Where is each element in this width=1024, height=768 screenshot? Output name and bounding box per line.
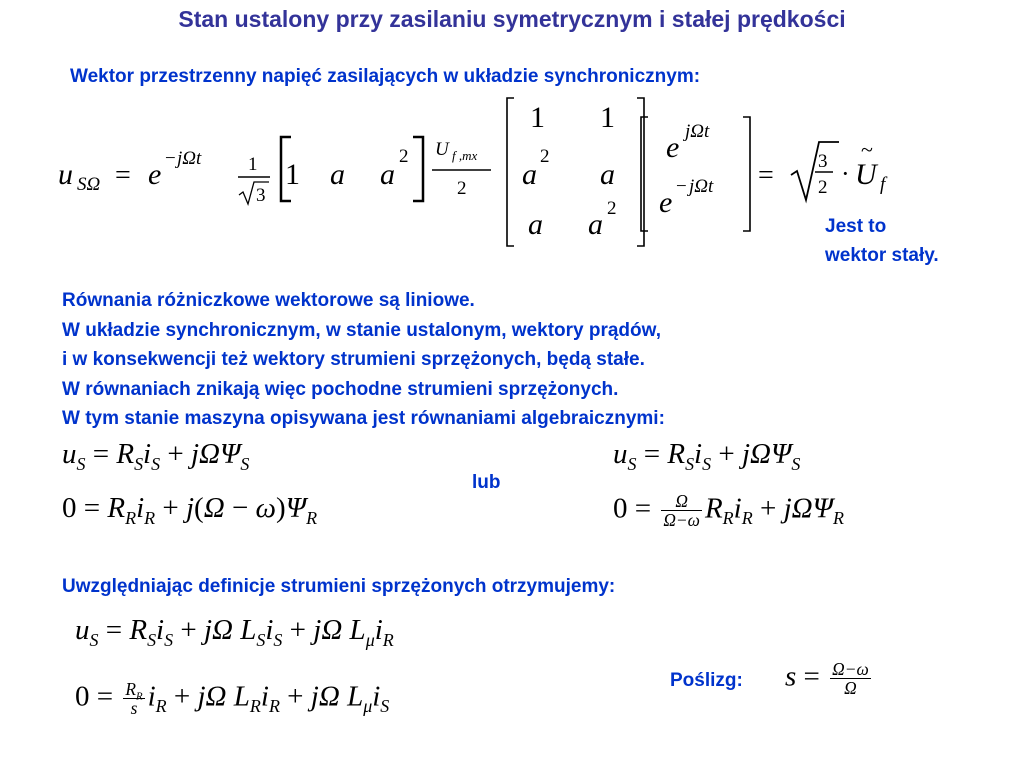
svg-text:1: 1 — [530, 101, 545, 134]
svg-text:a: a — [330, 158, 345, 191]
svg-text:SΩ: SΩ — [77, 174, 101, 195]
svg-text:e: e — [666, 131, 680, 164]
rotor-equation-right: 0 = $\frac{\Omega}{\Omega-\omega}$ $R_Ri_R + j\Omega\Psi_R$ — [613, 491, 844, 531]
svg-text:3: 3 — [818, 151, 828, 172]
svg-text:=: = — [758, 160, 774, 191]
explanation-paragraph: Równania różniczkowe wektorowe są liniowe. W układzie synchronicznym, w stanie ustalonym, wektory prądów, i w konsekwencji też wektory strumieni sprzężonych, będą stałe. W równaniach znikają więc pochodne strumieni sprzężonych. W tym stanie maszyna opisywana jest równaniami algebraicznymi: — [62, 290, 665, 429]
subtitle: Wektor przestrzenny napięć zasilających w układzie synchronicznym: — [70, 66, 701, 87]
slip-formula: s = $\frac{\Omega-\omega}{\Omega}$ — [785, 659, 869, 699]
stator-equation-expanded: $u_S = R_Si_S + j\Omega$ $L_Si_S + j\Omega$ $L_\mu i_R$ — [75, 614, 394, 650]
svg-text:jΩt: jΩt — [689, 176, 714, 197]
svg-text:3: 3 — [256, 185, 266, 206]
svg-text:a: a — [380, 158, 395, 191]
svg-text:jΩt: jΩt — [177, 148, 202, 169]
rotor-equation-left: $0 = R_Ri_R + j(\Omega - \omega)\Psi_R$ — [62, 492, 318, 528]
svg-text:2: 2 — [607, 198, 617, 219]
slide-title: Stan ustalony przy zasilaniu symetrycznym i stałej prędkości — [178, 6, 846, 32]
svg-text:·: · — [841, 159, 850, 188]
stator-equation-left: $u_S = R_Si_S + j\Omega\Psi_S$ — [62, 438, 250, 474]
svg-text:a: a — [522, 158, 537, 191]
svg-text:2: 2 — [399, 146, 409, 167]
svg-text:e: e — [659, 186, 673, 219]
svg-text:~: ~ — [861, 137, 873, 162]
svg-text:f ,mx: f ,mx — [452, 148, 478, 163]
svg-text:1: 1 — [285, 158, 300, 191]
svg-text:u: u — [58, 158, 73, 191]
svg-text:1: 1 — [600, 101, 615, 134]
constant-vector-note: Jest to wektor stały. — [825, 216, 939, 266]
svg-text:2: 2 — [457, 178, 467, 199]
stator-equation-right: $u_S = R_Si_S + j\Omega\Psi_S$ — [613, 438, 801, 474]
svg-text:1: 1 — [248, 154, 258, 175]
svg-text:−: − — [165, 148, 176, 169]
svg-text:U: U — [855, 158, 877, 191]
svg-text:f: f — [880, 174, 886, 195]
svg-text:=: = — [115, 160, 131, 191]
svg-text:a: a — [588, 208, 603, 241]
svg-text:2: 2 — [540, 146, 550, 167]
section2-text: Uwzględniając definicje strumieni sprzężonych otrzymujemy: — [62, 576, 616, 597]
svg-text:a: a — [528, 208, 543, 241]
svg-text:a: a — [600, 158, 615, 191]
svg-text:2: 2 — [818, 177, 828, 198]
svg-text:e: e — [148, 158, 162, 191]
svg-text:−: − — [676, 176, 687, 197]
svg-text:U: U — [435, 139, 449, 160]
or-label: lub — [472, 472, 501, 493]
rotor-equation-expanded: 0 = $\frac{R_R}{s}$ $i_R + j\Omega$ $L_Ri_R + j\Omega$ $L_\mu i_S$ — [75, 679, 390, 719]
svg-text:jΩt: jΩt — [685, 121, 710, 142]
slip-label: Poślizg: — [670, 670, 743, 691]
